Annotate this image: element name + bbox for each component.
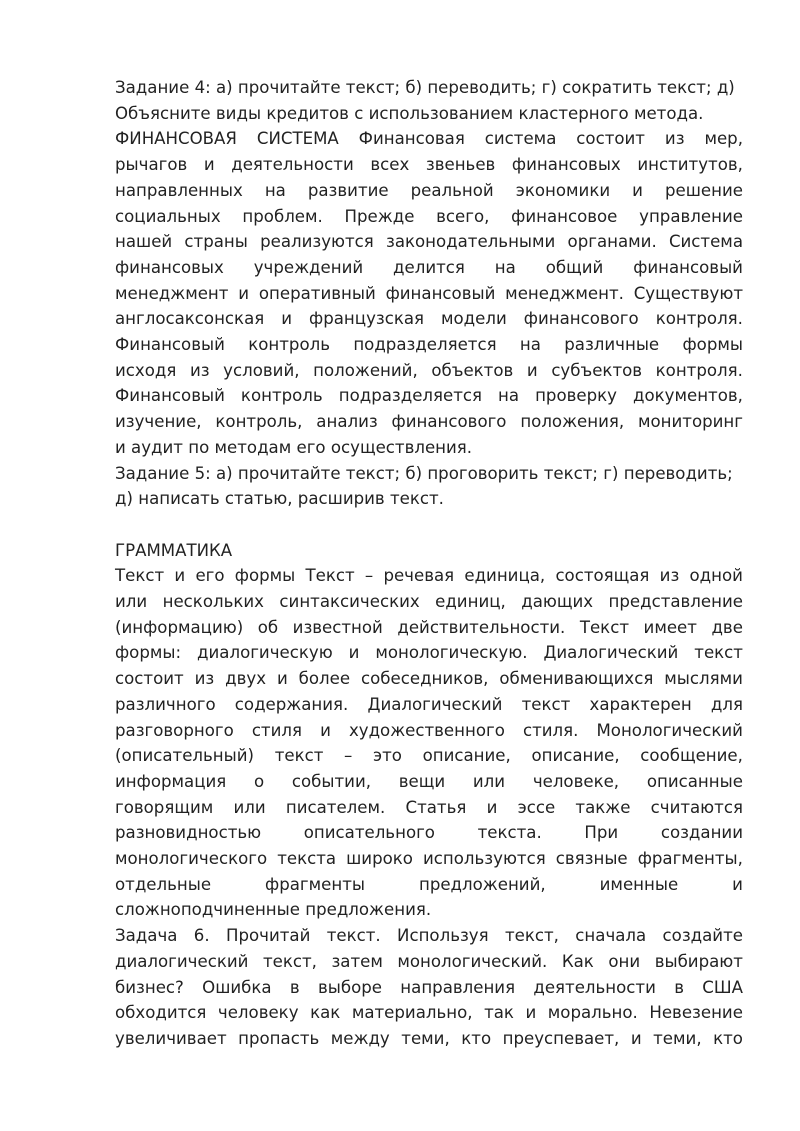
word: текст [694,643,743,663]
word: об [257,617,279,637]
word: широко [346,849,413,869]
word: считаются [650,797,743,817]
word: управление [639,206,743,226]
word: реализуются [260,232,374,252]
word: используются [423,849,546,869]
word: мыслями [664,669,743,689]
text-line [115,975,743,1001]
word: и [320,720,331,740]
word: финансовый [633,257,743,277]
word: двух [225,669,267,689]
word: деятельности [231,155,354,175]
word: эссе [517,797,556,817]
word: контроль, [215,412,303,432]
word: преуспевает, [502,1029,620,1048]
word: монологического [115,849,268,869]
word: единиц, [435,592,506,612]
word: пропасть [238,1029,320,1048]
text-line [115,204,743,230]
word: монологический. [397,951,548,971]
text-line [115,949,743,975]
word: на [264,180,286,200]
word: на [519,335,541,355]
word: Существуют [633,283,743,303]
word: из [189,360,210,380]
word: из [194,669,215,689]
word: и [525,1003,537,1023]
word: фрагменты [265,874,365,894]
word: финансовых [115,257,224,277]
word: контроль [240,386,323,406]
word: описанные [646,771,743,791]
word: состоит [576,129,645,149]
word: отдельные [115,874,212,894]
word: и [630,1029,642,1048]
word: система [484,129,557,149]
word: связные [555,849,628,869]
word: СИСТЕМА [256,129,339,149]
word: (описательный) [115,746,255,766]
word: условий, [223,360,300,380]
word: как [310,1003,341,1023]
word: положений, [313,360,418,380]
word: всего, [436,206,490,226]
text-line: сложноподчиненные предложения. [115,900,432,920]
word: диалогическую [197,643,333,663]
text-line: Задание 4: а) прочитайте текст; б) переводить; г) сократить текст; д) [115,78,735,97]
word: финансовых [511,155,621,175]
word: и [281,309,293,329]
word: законодательными [386,232,556,252]
word: При [584,823,619,843]
word: материально, [351,1003,473,1023]
word: США [702,977,743,997]
word: финансового [391,412,507,432]
text-line [115,718,743,744]
word: затем [331,951,383,971]
text-line [115,409,743,435]
word: страны [184,232,248,252]
word: событии, [291,771,372,791]
word: описание, [531,746,620,766]
word: Монологический [596,720,743,740]
word: собеседников, [361,669,489,689]
word: писателем. [285,797,386,817]
word: проверку [535,386,617,406]
word: формы [682,335,743,355]
word: подразделяется [338,386,482,406]
word: также [575,797,631,817]
word: положения, [520,412,625,432]
word: фрагменты, [637,849,743,869]
word: теми, [653,1029,702,1048]
word: 6. [193,926,210,946]
word: анализ [316,412,378,432]
text-line [115,178,743,204]
text-line [115,743,743,769]
word: институтов, [637,155,743,175]
word: формы: [115,643,182,663]
word: Невезение [649,1003,743,1023]
document-page [115,75,743,1052]
word: диалогический [115,951,249,971]
word: подразделяется [353,335,497,355]
word: кто [713,1029,743,1048]
word: содержания. [234,694,349,714]
text-line [115,126,743,152]
word: Финансовый [115,335,225,355]
word: направления [400,977,516,997]
word: текст, [262,951,317,971]
section-heading: ГРАММАТИКА [115,540,233,560]
text-line [115,769,743,795]
word: Финансовая [358,129,465,149]
text-line [115,332,743,358]
word: Финансовый [115,386,225,406]
word: французская [309,309,425,329]
word: и [174,566,186,586]
word: учреждений [253,257,364,277]
word: общий [545,257,604,277]
word: обходится [115,1003,207,1023]
word: стиля [251,720,302,740]
word: или [472,771,506,791]
text-line [115,640,743,666]
word: описание, [422,746,511,766]
text-line: Задание 5: а) прочитайте текст; б) проговорить текст; г) переводить; [115,463,733,483]
word: сначала [575,926,647,946]
word: из [664,129,685,149]
word: мониторинг [637,412,743,432]
word: известной [292,617,383,637]
text-line [115,1026,743,1052]
text-line [115,281,743,307]
word: менеджмент. [505,283,624,303]
word: человеке, [532,771,620,791]
word: Текст [579,617,629,637]
word: текст. [326,926,381,946]
word: единица, [464,566,546,586]
text-line [115,795,743,821]
text-line [115,152,743,178]
text-line [115,358,743,384]
word: характерен [589,694,692,714]
word: увеличивает [115,1029,227,1048]
word: монологическую. [375,643,528,663]
word: текста. [477,823,542,843]
text-line [115,255,743,281]
word: и [276,669,288,689]
word: субъектов [551,360,643,380]
word: финансовое [511,206,618,226]
text-line: и аудит по методам его осуществления. [115,437,473,457]
text-line [115,692,743,718]
text-line [115,563,743,589]
word: морально. [547,1003,638,1023]
word: или [115,592,148,612]
word: и [526,360,538,380]
word: имеет [643,617,697,637]
text-line [115,923,743,949]
word: Текст [115,566,165,586]
word: менеджмент [115,283,229,303]
word: различные [564,335,660,355]
word: – [364,566,374,586]
word: исходя [115,360,177,380]
word: синтаксических [279,592,420,612]
word: текст [521,694,571,714]
word: Диалогический [367,694,503,714]
word: Текст [305,566,355,586]
word: англосаксонская [115,309,265,329]
word: Система [668,232,743,252]
word: так [484,1003,514,1023]
word: художественного [348,720,505,740]
word: экономики [515,180,611,200]
word: изучение, [115,412,202,432]
word: обменивающихся [499,669,654,689]
text-line: Объясните виды кредитов с использованием кластерного метода. [115,103,704,123]
text-line [115,615,743,641]
word: в [289,977,300,997]
word: выборе [317,977,382,997]
word: рычагов [115,155,188,175]
word: для [710,694,743,714]
word: направленных [115,180,243,200]
word: модели [441,309,507,329]
word: более [298,669,351,689]
word: в [674,977,684,997]
word: контроля. [655,309,743,329]
word: текст, [504,926,559,946]
word: звеньев [425,155,496,175]
word: деятельности [533,977,656,997]
word: человеку [217,1003,299,1023]
word: Статья [405,797,467,817]
word: это [372,746,402,766]
word: и [203,155,215,175]
word: его [195,566,225,586]
word: Используя [397,926,489,946]
word: и [632,180,643,200]
blank-line [115,512,743,538]
text-line [115,229,743,255]
word: вещи [398,771,446,791]
word: Прежде [344,206,415,226]
word: о [254,771,265,791]
word: действительности. [397,617,566,637]
word: они [608,951,641,971]
word: текста [277,849,337,869]
word: проблем. [242,206,323,226]
word: предложений, [418,874,546,894]
word: представление [608,592,743,612]
word: описательного [303,823,435,843]
word: одной [689,566,743,586]
word: создании [660,823,743,843]
text-line [115,666,743,692]
word: состоящая [555,566,650,586]
word: решение [664,180,743,200]
word: именные [599,874,679,894]
text-line [115,1000,743,1026]
word: состоит [115,669,184,689]
word: текст [274,746,324,766]
text-line [115,846,743,872]
word: нескольких [162,592,264,612]
word: две [711,617,743,637]
word: на [494,257,516,277]
word: оперативный [258,283,376,303]
word: объектов [431,360,514,380]
word: на [498,386,520,406]
text-line: д) написать статью, расширив текст. [115,489,444,509]
word: контроля. [655,360,743,380]
word: формы [234,566,296,586]
word: органами. [567,232,657,252]
word: финансовый [385,283,496,303]
word: делится [393,257,465,277]
word: различного [115,694,216,714]
word: и [238,283,250,303]
word: развитие [307,180,389,200]
word: теми, [401,1029,450,1048]
word: разновидностью [115,823,262,843]
word: Диалогический [543,643,679,663]
text-line [115,589,743,615]
word: и [486,797,498,817]
word: между [330,1029,390,1048]
word: выбирают [654,951,743,971]
word: Как [561,951,594,971]
word: бизнес? [115,977,184,997]
word: говорящим [115,797,214,817]
word: из [659,566,680,586]
word: ФИНАНСОВАЯ [115,129,237,149]
word: социальных [115,206,221,226]
word: – [344,746,353,766]
word: дающих [521,592,594,612]
word: и [348,643,360,663]
text-line [115,872,743,898]
word: и [732,874,743,894]
word: реальной [410,180,494,200]
word: всех [370,155,410,175]
word: (информацию) [115,617,244,637]
word: кто [461,1029,492,1048]
word: финансового [523,309,639,329]
text-line [115,820,743,846]
word: сообщение, [640,746,743,766]
word: контроль [248,335,330,355]
word: речевая [383,566,455,586]
word: информация [115,771,227,791]
word: мер, [704,129,743,149]
word: Ошибка [202,977,272,997]
word: разговорного [115,720,234,740]
text-line [115,306,743,332]
word: нашей [115,232,173,252]
word: Прочитай [225,926,311,946]
word: или [233,797,266,817]
word: документов, [633,386,743,406]
word: Задача [115,926,178,946]
word: создайте [662,926,743,946]
word: стиля. [522,720,579,740]
text-line [115,383,743,409]
